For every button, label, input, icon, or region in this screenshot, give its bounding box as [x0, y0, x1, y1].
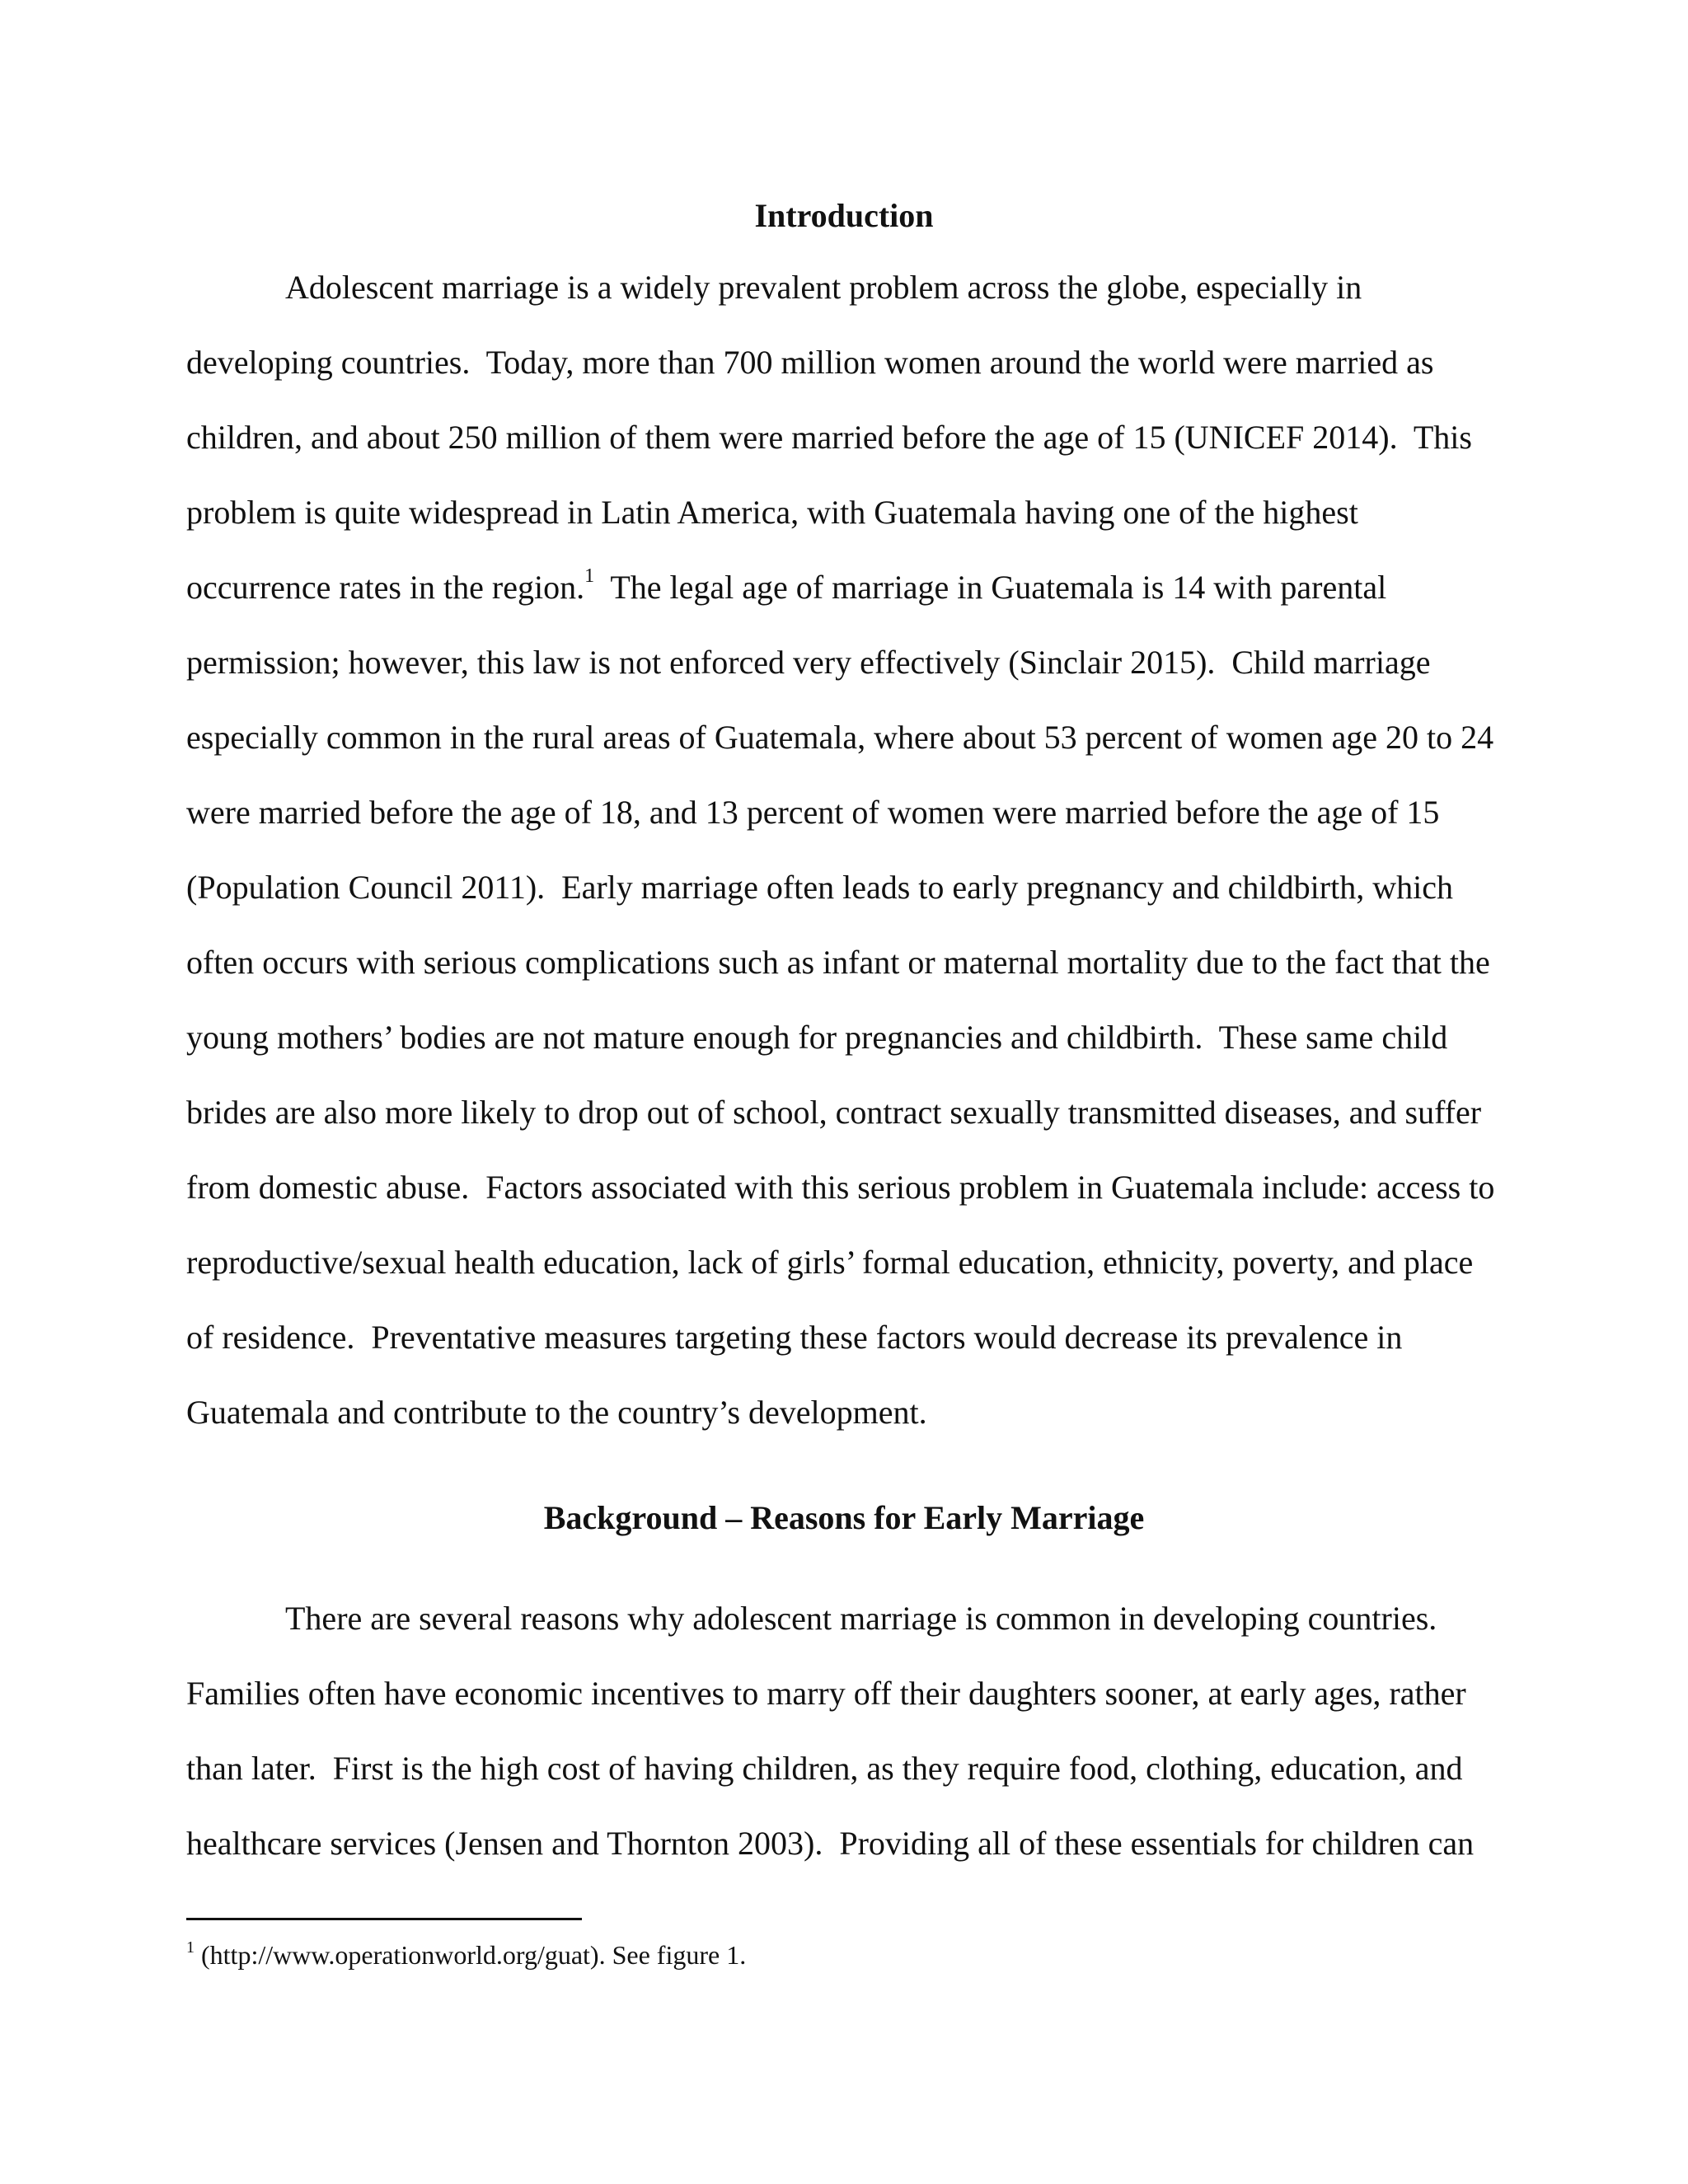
paragraph-line: developing countries. Today, more than 700 million women around the world were married as — [186, 344, 1434, 381]
introduction-heading: Introduction — [754, 197, 934, 234]
paragraph-line — [186, 565, 1387, 607]
paragraph-line: than later. First is the high cost of having children, as they require food, clothing, education, and — [186, 1750, 1463, 1787]
line-text: The legal age of marriage in Guatemala is 14 with parental — [594, 569, 1387, 606]
paragraph-line: from domestic abuse. Factors associated with this serious problem in Guatemala include: access to — [186, 1169, 1495, 1206]
footnote-separator — [186, 1918, 582, 1920]
paragraph-line: young mothers’ bodies are not mature enough for pregnancies and childbirth. These same child — [186, 1019, 1448, 1056]
paragraph-line: healthcare services (Jensen and Thornton 2003). Providing all of these essentials for children can — [186, 1825, 1475, 1862]
paragraph-line: Families often have economic incentives to marry off their daughters sooner, at early ages, rather — [186, 1675, 1466, 1712]
background-heading: Background – Reasons for Early Marriage — [543, 1499, 1145, 1536]
paragraph-line: problem is quite widespread in Latin America, with Guatemala having one of the highest — [186, 494, 1358, 531]
paragraph-line: permission; however, this law is not enforced very effectively (Sinclair 2015). Child marriage — [186, 644, 1431, 681]
paragraph-line: brides are also more likely to drop out of school, contract sexually transmitted diseases, and suffer — [186, 1094, 1482, 1131]
line-text: occurrence rates in the region. — [186, 569, 585, 606]
footnote-reference: 1 — [584, 565, 595, 587]
paragraph-line: Guatemala and contribute to the country’s development. — [186, 1394, 927, 1431]
paragraph-line: were married before the age of 18, and 13 percent of women were married before the age of 15 — [186, 794, 1440, 831]
paragraph-line: often occurs with serious complications such as infant or maternal mortality due to the fact that the — [186, 944, 1490, 981]
footnote-marker: 1 — [186, 1938, 195, 1957]
footnote — [186, 1938, 746, 1971]
paragraph-line: children, and about 250 million of them were married before the age of 15 (UNICEF 2014). This — [186, 419, 1472, 456]
paragraph-line: of residence. Preventative measures targeting these factors would decrease its prevalence in — [186, 1319, 1403, 1356]
footnote-text: (http://www.operationworld.org/guat). See figure 1. — [201, 1940, 747, 1970]
paragraph-line: Adolescent marriage is a widely prevalent problem across the globe, especially in — [285, 269, 1362, 306]
paragraph-line: reproductive/sexual health education, lack of girls’ formal education, ethnicity, poverty, and place — [186, 1244, 1474, 1281]
paragraph-line: There are several reasons why adolescent marriage is common in developing countries. — [285, 1600, 1437, 1637]
paragraph-line: (Population Council 2011). Early marriage often leads to early pregnancy and childbirth, which — [186, 869, 1453, 906]
paragraph-line: especially common in the rural areas of Guatemala, where about 53 percent of women age 20 to 24 — [186, 719, 1494, 756]
